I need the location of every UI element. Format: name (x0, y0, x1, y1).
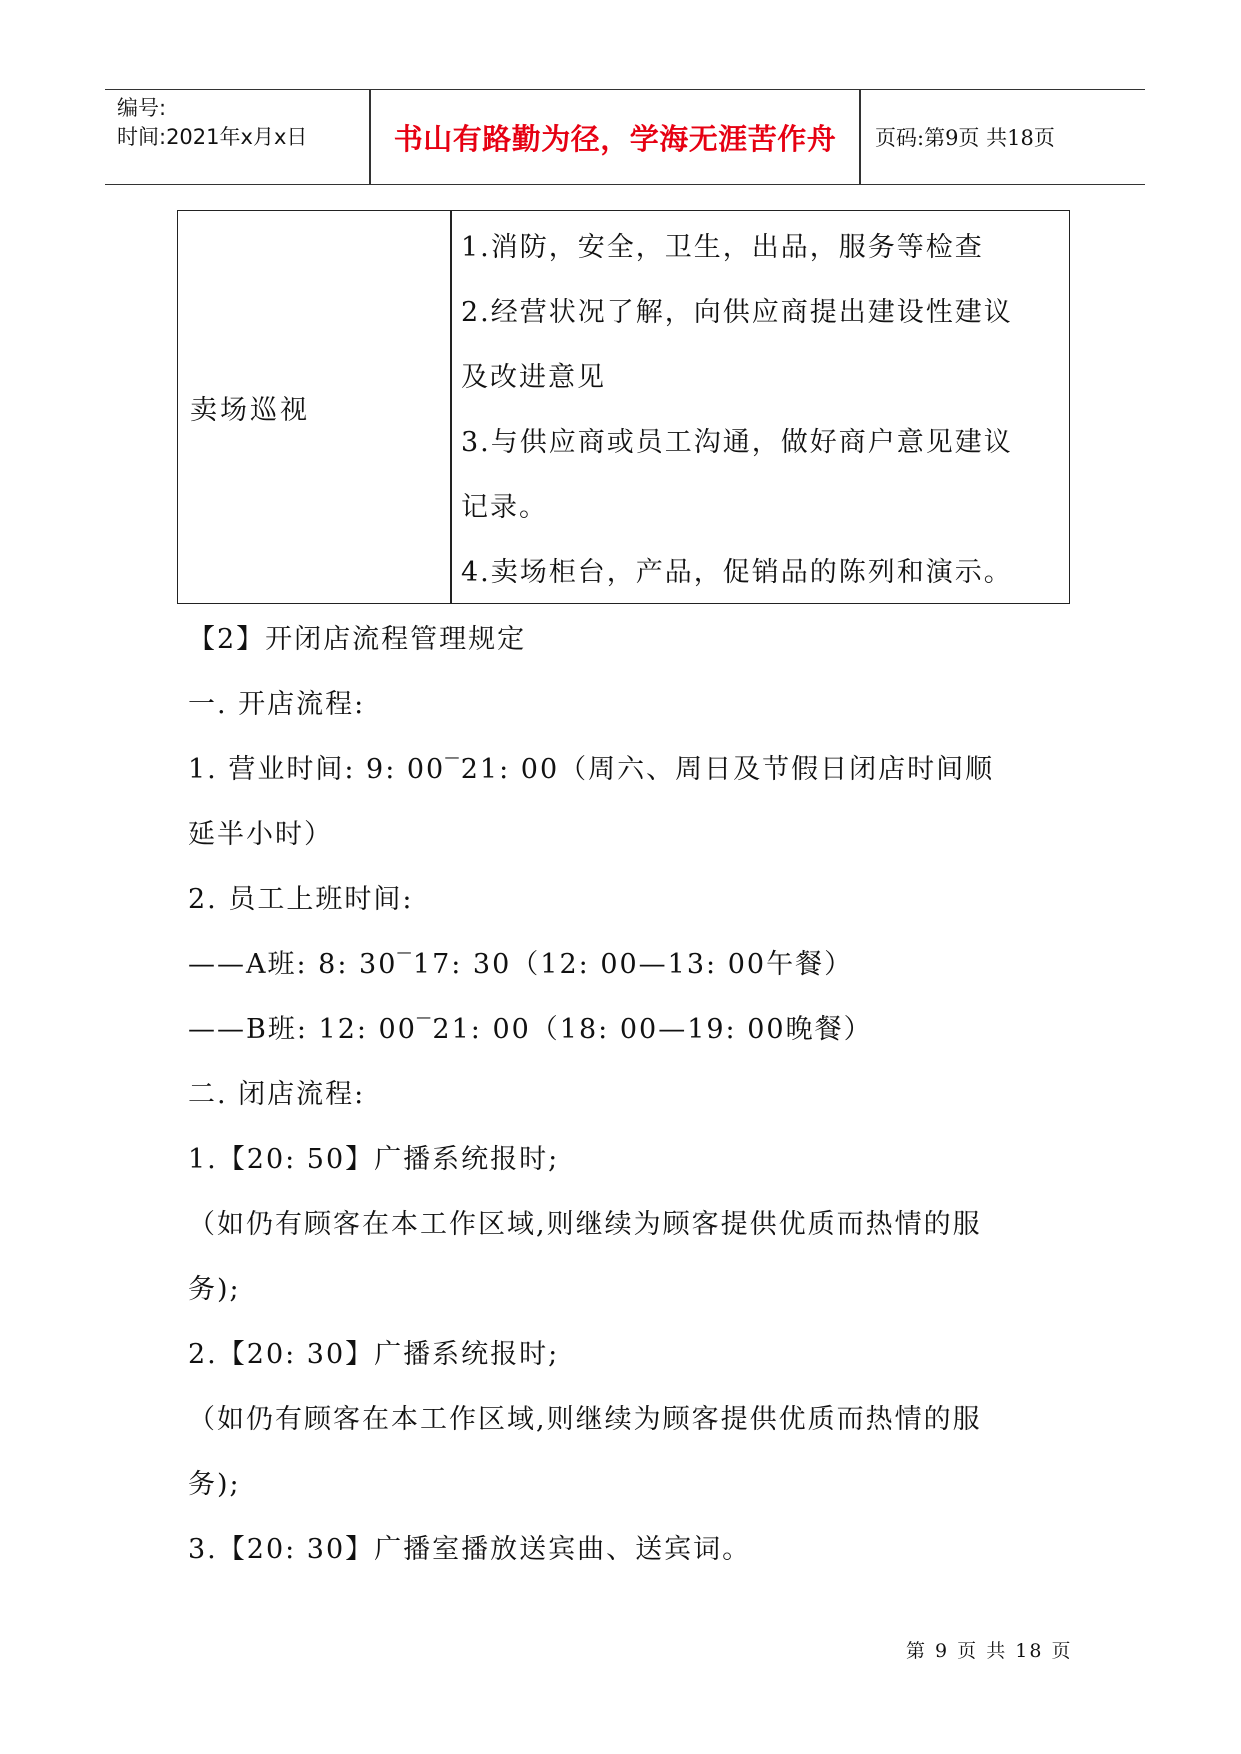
paragraph-line: 1. 营业时间: 9: 00‾21: 00（周六、周日及节假日闭店时间顺 (188, 754, 995, 785)
table-line: 4.卖场柜台，产品，促销品的陈列和演示。 (461, 557, 1013, 588)
paragraph-line: 2. 员工上班时间: (188, 884, 414, 915)
paragraph-line: 3.【20: 30】广播室播放送宾曲、送宾词。 (188, 1534, 752, 1565)
subsection-heading: 二. 闭店流程: (188, 1079, 366, 1110)
header-meta (117, 94, 367, 152)
paragraph-line: ——A班: 8: 30‾17: 30（12: 00—13: 00午餐） (188, 949, 854, 980)
inspection-table (177, 210, 1070, 604)
paragraph-line: 延半小时） (188, 819, 333, 850)
header-page-code: 页码:第9页 共18页 (875, 126, 1055, 150)
paragraph-line: 务); (188, 1469, 241, 1500)
page-header (105, 89, 1145, 185)
table-line: 记录。 (461, 492, 548, 523)
paragraph-line: （如仍有顾客在本工作区域,则继续为顾客提供优质而热情的服 (188, 1209, 982, 1240)
paragraph-line: 务); (188, 1274, 241, 1305)
paragraph-line: 2.【20: 30】广播系统报时; (188, 1339, 560, 1370)
header-divider (859, 90, 861, 184)
section-heading: 【2】开闭店流程管理规定 (188, 624, 527, 655)
table-line: 1.消防，安全，卫生，出品，服务等检查 (461, 232, 984, 263)
table-column-divider (450, 211, 452, 603)
header-motto: 书山有路勤为径，学海无涯苦作舟 (393, 121, 837, 156)
table-row-label: 卖场巡视 (190, 394, 310, 426)
table-line: 2.经营状况了解，向供应商提出建设性建议 (461, 297, 1013, 328)
paragraph-line: ——B班: 12: 00‾21: 00（18: 00—19: 00晚餐） (188, 1014, 873, 1045)
document-body (188, 607, 1068, 1582)
paragraph-line: （如仍有顾客在本工作区域,则继续为顾客提供优质而热情的服 (188, 1404, 982, 1435)
paragraph-line: 1.【20: 50】广播系统报时; (188, 1144, 560, 1175)
page-footer: 第 9 页 共 18 页 (906, 1640, 1073, 1662)
table-line: 及改进意见 (461, 362, 606, 393)
document-number-label: 编号: (117, 96, 167, 120)
table-row-content (461, 215, 1061, 605)
table-line: 3.与供应商或员工沟通，做好商户意见建议 (461, 427, 1013, 458)
document-time-label: 时间:2021年x月x日 (117, 125, 308, 149)
subsection-heading: 一. 开店流程: (188, 689, 366, 720)
